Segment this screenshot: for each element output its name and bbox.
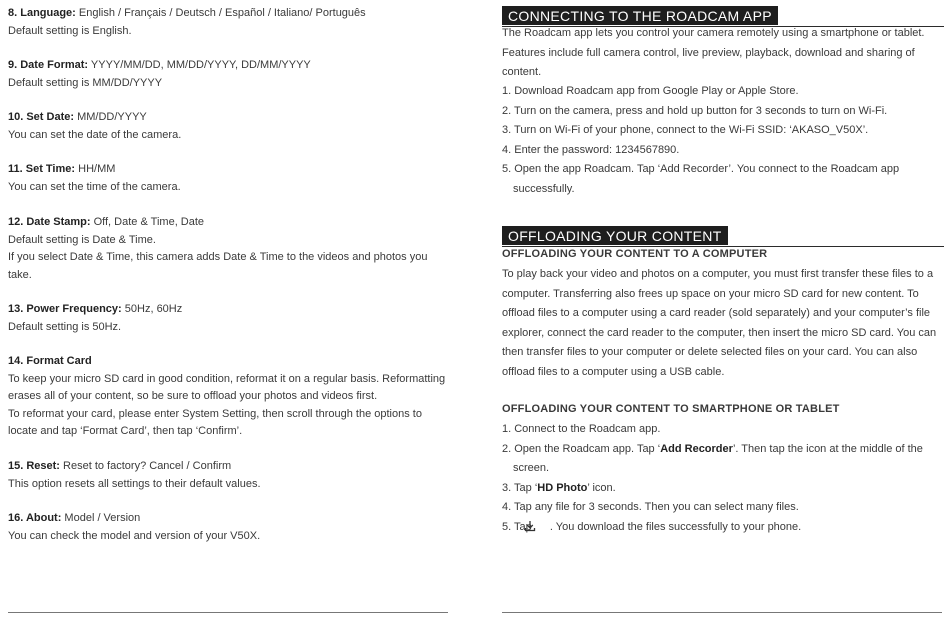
list-item: 3. Turn on Wi-Fi of your phone, connect to the Wi-Fi SSID: ‘AKASO_V50X’. bbox=[502, 124, 869, 136]
list-item: 2. Open the Roadcam app. Tap ‘Add Recorder’. Then tap the icon at the middle of the screen. bbox=[502, 442, 923, 474]
list-item: 4. Tap any file for 3 seconds. Then you can select many files. bbox=[502, 501, 799, 513]
footer-rule-right bbox=[502, 612, 942, 613]
section-heading-offload: OFFLOADING YOUR CONTENT bbox=[502, 226, 944, 247]
connect-intro: The Roadcam app lets you control your camera remotely using a smartphone or tablet. Features include full camera control, live preview, playback, download and sharing of content. bbox=[502, 27, 925, 78]
offload-computer-paragraph: To play back your video and photos on a computer, you must first transfer these files to a computer. Transferring also frees up space on your micro SD card for new content. To offload files to a computer using a card reader (sold separately) and your computer’s file explorer, connect the card reader to the computer, then insert the micro SD card. You can then transfer files to your computer or delete selected files on your card. You can also offload files to a computer using a USB cable. bbox=[502, 268, 937, 378]
list-item: 1. Download Roadcam app from Google Play or Apple Store. bbox=[502, 85, 799, 97]
list-item: 5. Tap . You download the files successfully to your phone. bbox=[502, 520, 802, 533]
list-item: 3. Tap ‘HD Photo’ icon. bbox=[502, 481, 616, 494]
setting-reset: 15. Reset: Reset to factory? Cancel / Confirm This option resets all settings to their default values. bbox=[8, 460, 261, 490]
list-item: 5. Open the app Roadcam. Tap ‘Add Recorder’. You connect to the Roadcam app successfully. bbox=[502, 163, 900, 195]
setting-set-date: 10. Set Date: MM/DD/YYYY You can set the date of the camera. bbox=[8, 111, 182, 141]
setting-format-card: 14. Format Card To keep your micro SD card in good condition, reformat it on a regular basis. Reformatting erases all of your content, so be sure to offload your photos and videos first. To reformat your card, please enter System Setting, then scroll through the options to locate and tap ‘Format Card’, then tap ‘Confirm’. bbox=[8, 355, 446, 437]
list-item: 1. Connect to the Roadcam app. bbox=[502, 423, 661, 435]
section-heading-connect: CONNECTING TO THE ROADCAM APP bbox=[502, 6, 944, 27]
setting-power-frequency: 13. Power Frequency: 50Hz, 60Hz Default setting is 50Hz. bbox=[8, 303, 183, 333]
list-item: 2. Turn on the camera, press and hold up button for 3 seconds to turn on Wi-Fi. bbox=[502, 104, 888, 117]
setting-language: 8. Language: English / Français / Deutsch / Español / Italiano/ Português Default setting is English. bbox=[8, 7, 366, 37]
connect-steps bbox=[502, 82, 930, 199]
setting-date-stamp: 12. Date Stamp: Off, Date & Time, Date Default setting is Date & Time. If you select Date & Time, this camera adds Date & Time to the videos and photos you take. bbox=[8, 216, 428, 281]
offload-phone-steps bbox=[502, 420, 932, 537]
subheading-smartphone: OFFLOADING YOUR CONTENT TO SMARTPHONE OR TABLET bbox=[502, 403, 840, 415]
setting-date-format: 9. Date Format: YYYY/MM/DD, MM/DD/YYYY, DD/MM/YYYY Default setting is MM/DD/YYYY bbox=[8, 59, 311, 89]
subheading-computer: OFFLOADING YOUR CONTENT TO A COMPUTER bbox=[502, 248, 768, 260]
footer-rule-left bbox=[8, 612, 448, 613]
setting-about: 16. About: Model / Version You can check the model and version of your V50X. bbox=[8, 512, 261, 542]
download-icon bbox=[535, 520, 547, 532]
setting-set-time: 11. Set Time: HH/MM You can set the time of the camera. bbox=[8, 163, 181, 193]
list-item: 4. Enter the password: 1234567890. bbox=[502, 143, 680, 156]
